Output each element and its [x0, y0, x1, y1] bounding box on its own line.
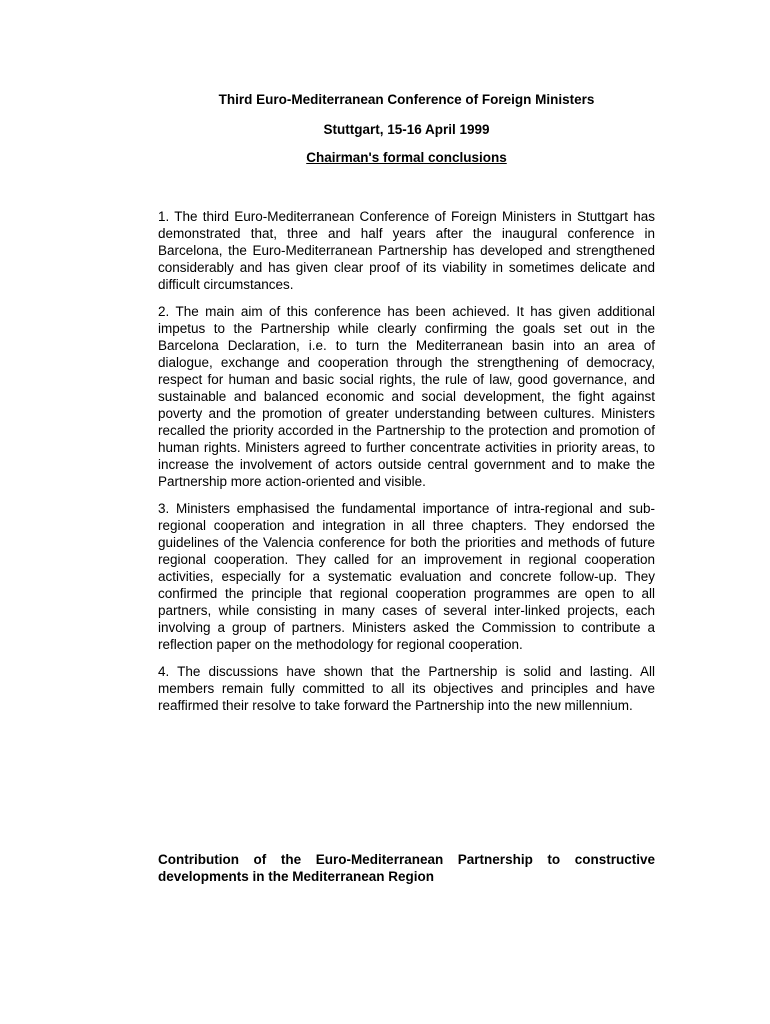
document-subtitle: Stuttgart, 15-16 April 1999 — [323, 122, 490, 137]
document-title: Third Euro-Mediterranean Conference of Foreign Ministers — [218, 92, 595, 107]
document-body — [158, 208, 655, 724]
paragraph-4: 4. The discussions have shown that the Partnership is solid and lasting. All members remain fully committed to all its objectives and principles and have reaffirmed their resolve to take forward the Partnership into the new millennium. — [158, 664, 655, 713]
next-section-title: Contribution of the Euro-Mediterranean Partnership to constructive developments in the Mediterranean Region — [158, 852, 655, 884]
paragraph-3: 3. Ministers emphasised the fundamental importance of intra-regional and sub-regional cooperation and integration in all three chapters. They endorsed the guidelines of the Valencia conference for both the priorities and methods of future regional cooperation. They called for an improvement in regional cooperation activities, especially for a systematic evaluation and concrete follow-up. They confirmed the principle that regional cooperation programmes are open to all partners, while consisting in many cases of several inter-linked projects, each involving a group of partners. Ministers asked the Commission to contribute a reflection paper on the methodology for regional cooperation. — [158, 501, 655, 652]
paragraph-2: 2. The main aim of this conference has been achieved. It has given additional impetus to the Partnership while clearly confirming the goals set out in the Barcelona Declaration, i.e. to turn the Mediterranean basin into an area of dialogue, exchange and cooperation through the strengthening of democracy, respect for human and basic social rights, the rule of law, good governance, and sustainable and balanced economic and social development, the fight against poverty and the promotion of greater understanding between cultures. Ministers recalled the priority accorded in the Partnership to the protection and promotion of human rights. Ministers agreed to further concentrate activities in priority areas, to increase the involvement of actors outside central government and to make the Partnership more action-oriented and visible. — [158, 304, 655, 489]
section-heading: Chairman's formal conclusions — [306, 150, 507, 165]
paragraph-1: 1. The third Euro-Mediterranean Conference of Foreign Ministers in Stuttgart has demonstrated that, three and half years after the inaugural conference in Barcelona, the Euro-Mediterranean Partnership has developed and strengthened considerably and has given clear proof of its viability in sometimes delicate and difficult circumstances. — [158, 209, 655, 292]
